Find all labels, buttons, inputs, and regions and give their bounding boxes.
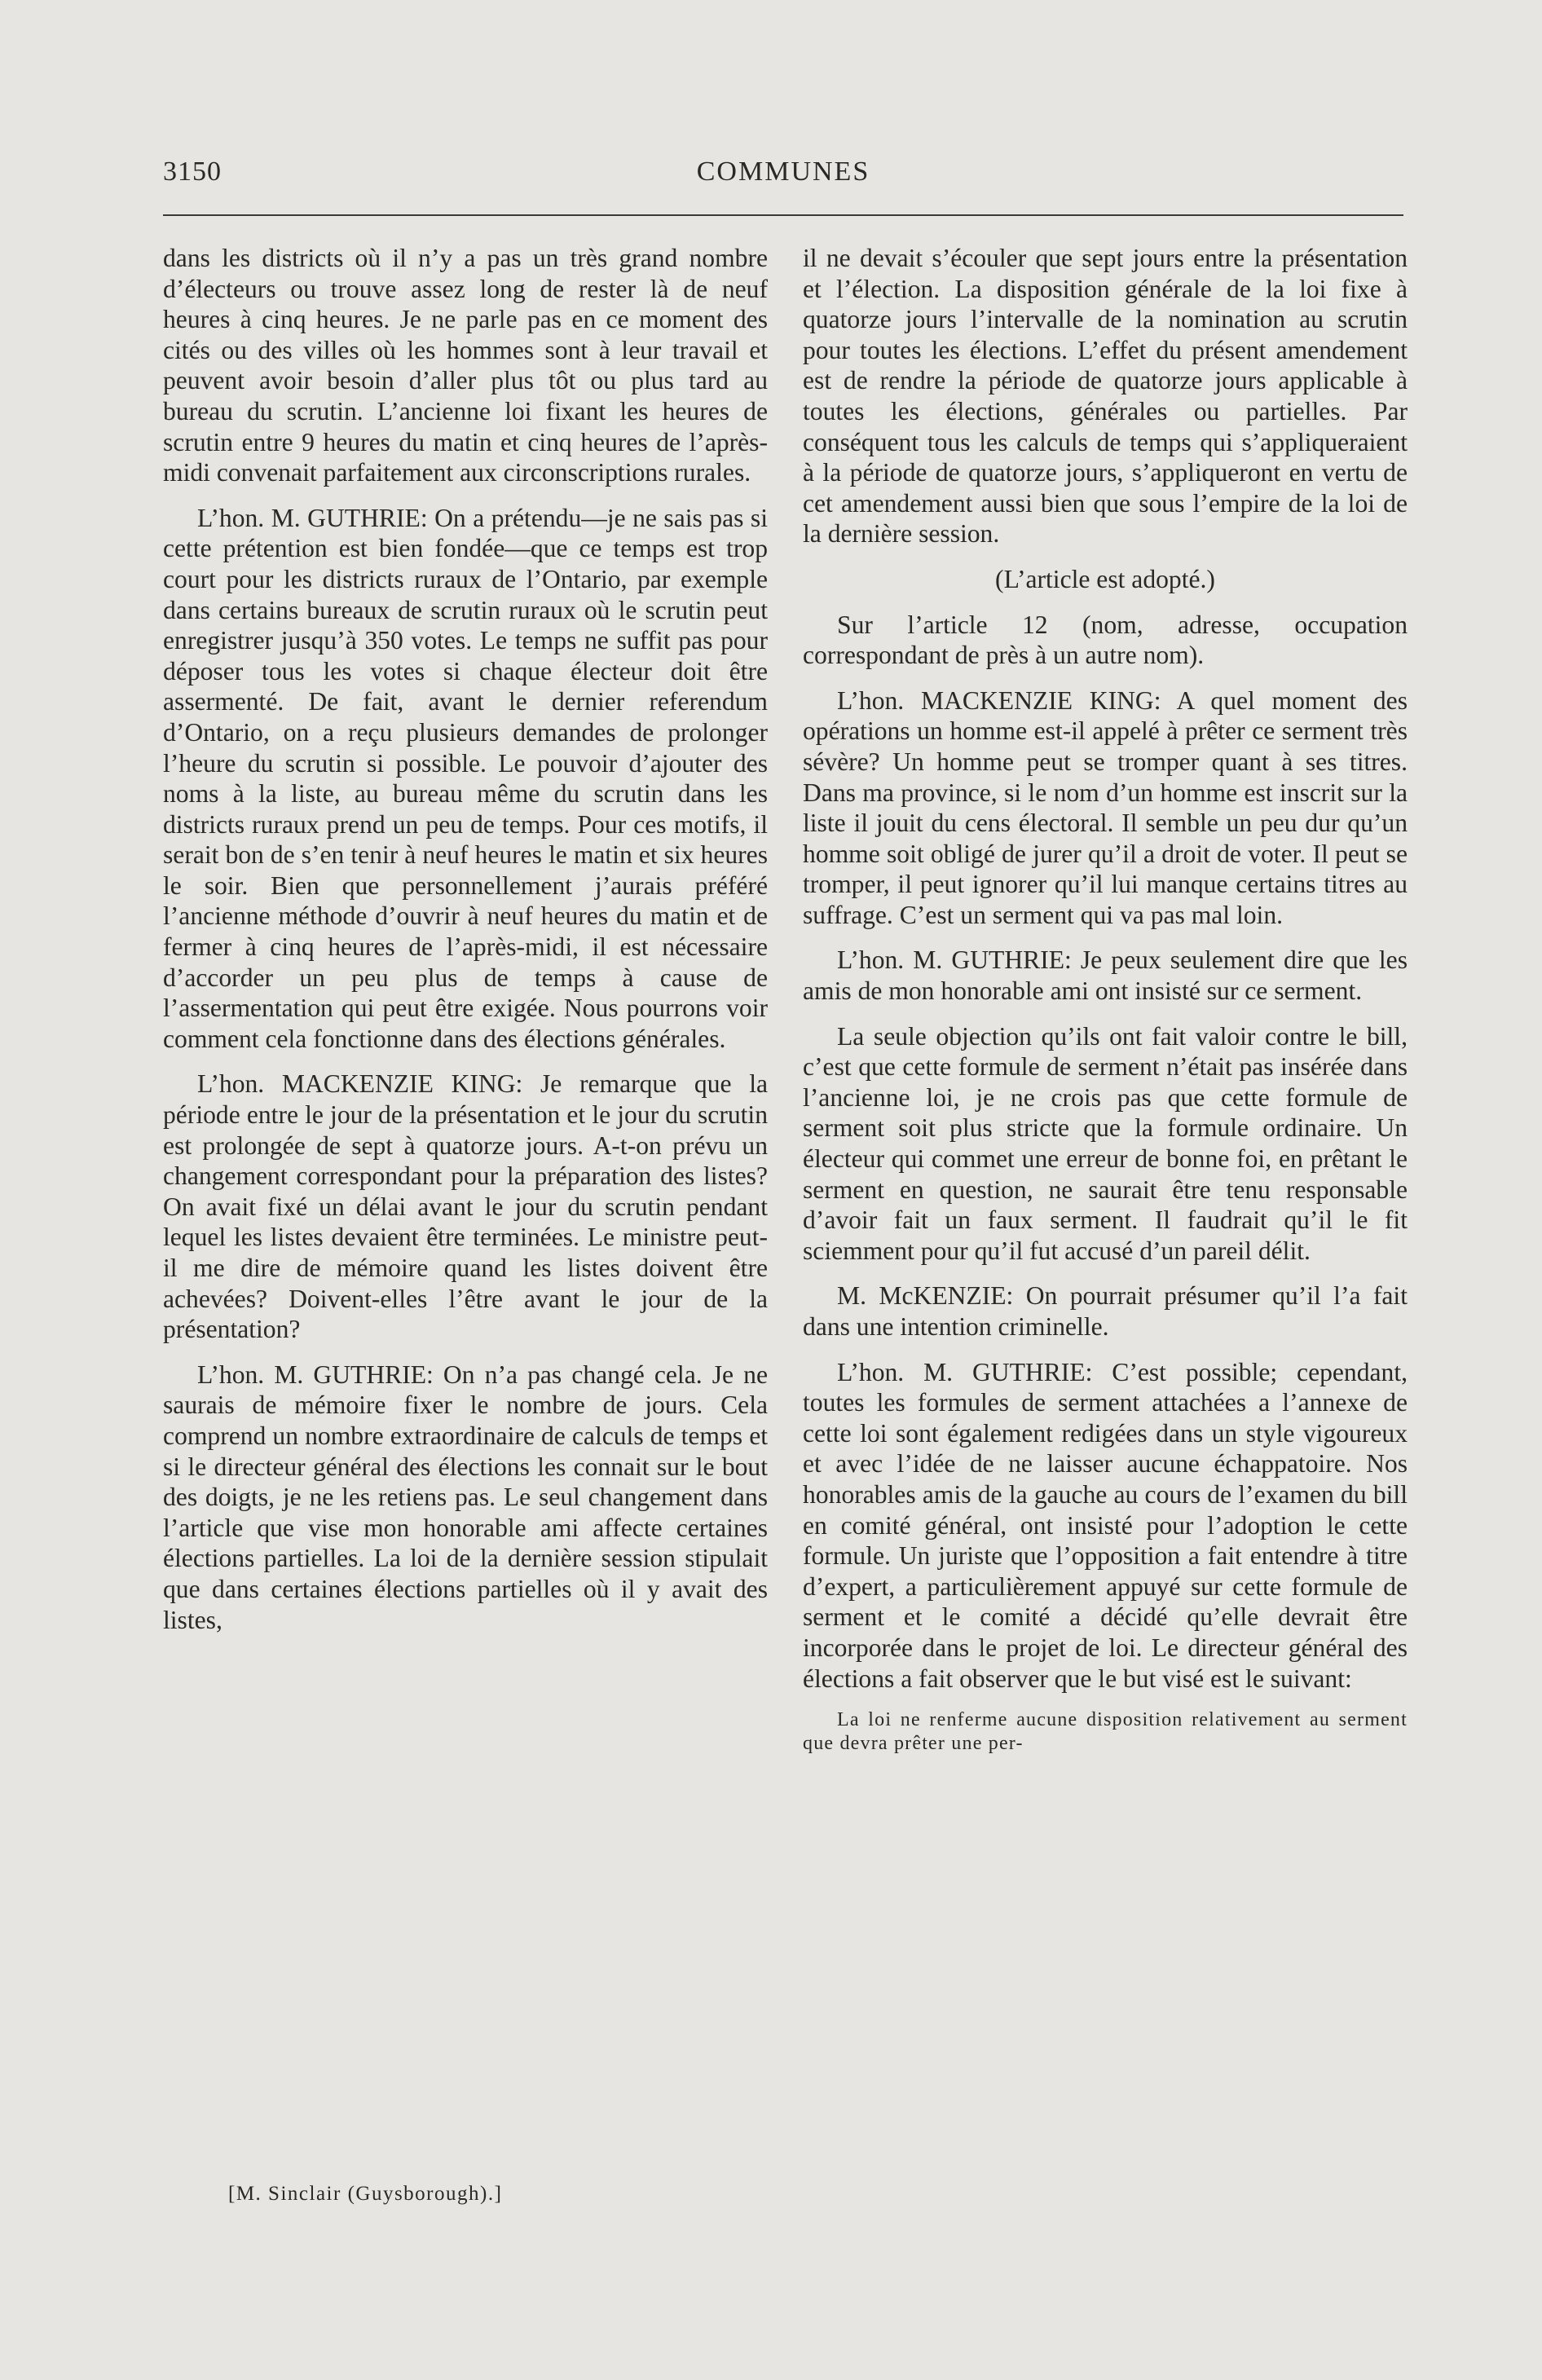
speaker-footer-note: [M. Sinclair (Guysborough).] <box>228 2183 503 2205</box>
paragraph: Sur l’article 12 (nom, adresse, occupation correspondant de près à un autre nom). <box>803 610 1408 670</box>
left-column <box>163 243 768 1650</box>
page-number: 3150 <box>163 156 222 187</box>
paragraph: dans les districts où il n’y a pas un très grand nombre d’électeurs ou trouve assez long de rester là de neuf heures à cinq heures. Je ne parle pas en ce moment des cités ou des villes où les hommes sont à leur travail et peuvent avoir besoin d’aller plus tôt ou plus tard au bureau du scrutin. L’ancienne loi fixant les heures de scrutin entre 9 heures du matin et cinq heures de l’après-midi convenait parfaitement aux circonscriptions rurales. <box>163 244 768 487</box>
page-header <box>163 156 1403 197</box>
paragraph: L’hon. M. GUTHRIE: On n’a pas changé cela. Je ne saurais de mémoire fixer le nombre de jours. Cela comprend un nombre extraordinaire de calculs de temps et si le directeur général des élections les connait sur le bout des doigts, je ne les retiens pas. Le seul changement dans l’article que vise mon honorable ami affecte certaines élections partielles. La loi de la dernière session stipulait que dans certaines élections partielles où il y avait des listes, <box>163 1360 768 1634</box>
quoted-text: La loi ne renferme aucune disposition relativement au serment que devra prêter une per- <box>803 1709 1408 1755</box>
paragraph: il ne devait s’écouler que sept jours entre la présentation et l’élection. La disposition générale de la loi fixe à quatorze jours l’intervalle de la nomination au scrutin pour toutes les élections. L’effet du présent amendement est de rendre la période de quatorze jours applicable à toutes les élections, générales ou partielles. Par conséquent tous les calculs de temps qui s’appliqueraient à la période de quatorze jours, s’appliqueront en vertu de cet amendement aussi bien que sous l’empire de la loi de la dernière session. <box>803 244 1408 549</box>
header-rule <box>163 214 1403 216</box>
paragraph: L’hon. MACKENZIE KING: Je remarque que la période entre le jour de la présentation et le jour du scrutin est prolongée de sept à quatorze jours. A-t-on prévu un changement correspondant pour la préparation des listes? On avait fixé un délai avant le jour du scrutin pendant lequel les listes devaient être terminées. Le ministre peut-il me dire de mémoire quand les listes doivent être achevées? Doivent-elles l’être avant le jour de la présentation? <box>163 1069 768 1344</box>
paragraph: L’hon. M. GUTHRIE: On a prétendu—je ne sais pas si cette prétention est bien fondée—que ce temps est trop court pour les districts ruraux de l’Ontario, par exemple dans certains bureaux de scrutin ruraux où le scrutin peut enregistrer jusqu’à 350 votes. Le temps ne suffit pas pour déposer tous les votes si chaque électeur doit être assermenté. De fait, avant le dernier referendum d’Ontario, on a reçu plusieurs demandes de prolonger l’heure du scrutin si possible. Le pouvoir d’ajouter des noms à la liste, au bureau même du scrutin dans les districts ruraux prend un peu de temps. Pour ces motifs, il serait bon de s’en tenir à neuf heures le matin et six heures le soir. Bien que personnellement j’aurais préféré l’ancienne méthode d’ouvrir à neuf heures du matin et de fermer à cinq heures de l’après-midi, il est nécessaire d’accorder un peu plus de temps à cause de l’assermentation qui peut être exigée. Nous pourrons voir comment cela fonctionne dans des élections générales. <box>163 503 768 1053</box>
paragraph: M. McKENZIE: On pourrait présumer qu’il l’a fait dans une intention criminelle. <box>803 1281 1408 1341</box>
motion-adopted: (L’article est adopté.) <box>995 564 1215 593</box>
running-head: COMMUNES <box>696 156 870 187</box>
paragraph: La seule objection qu’ils ont fait valoir contre le bill, c’est que cette formule de serment n’était pas insérée dans l’ancienne loi, je ne crois pas que cette formule de serment soit plus stricte que la formule ordinaire. Un électeur qui commet une erreur de bonne foi, en prêtant le serment en question, ne saurait être tenu responsable d’avoir fait un faux serment. Il faudrait qu’il le fit sciemment pour qu’il fut accusé d’un pareil délit. <box>803 1021 1408 1265</box>
right-column <box>803 243 1408 1770</box>
paragraph: L’hon. M. GUTHRIE: C’est possible; cependant, toutes les formules de serment attachées a l’annexe de cette loi sont également redigées dans un style vigoureux et avec l’idée de ne laisser aucune échappatoire. Nos honorables amis de la gauche au cours de l’examen du bill en comité général, ont insisté pour l’adoption le cette formule. Un juriste que l’opposition a fait entendre à titre d’expert, a particulièrement appuyé sur cette formule de serment et le comité a décidé qu’elle devrait être incorporée dans le projet de loi. Le directeur général des élections a fait observer que le but visé est le suivant: <box>803 1357 1408 1693</box>
paragraph: L’hon. MACKENZIE KING: A quel moment des opérations un homme est-il appelé à prêter ce serment très sévère? Un homme peut se tromper quant à ses titres. Dans ma province, si le nom d’un homme est inscrit sur la liste il jouit du cens électoral. Il semble un peu dur qu’un homme soit obligé de jurer qu’il a droit de voter. Il peut se tromper, il peut ignorer qu’il lui manque certains titres au suffrage. C’est un serment qui va pas mal loin. <box>803 685 1408 929</box>
paragraph: L’hon. M. GUTHRIE: Je peux seulement dire que les amis de mon honorable ami ont insisté sur ce serment. <box>803 945 1408 1006</box>
